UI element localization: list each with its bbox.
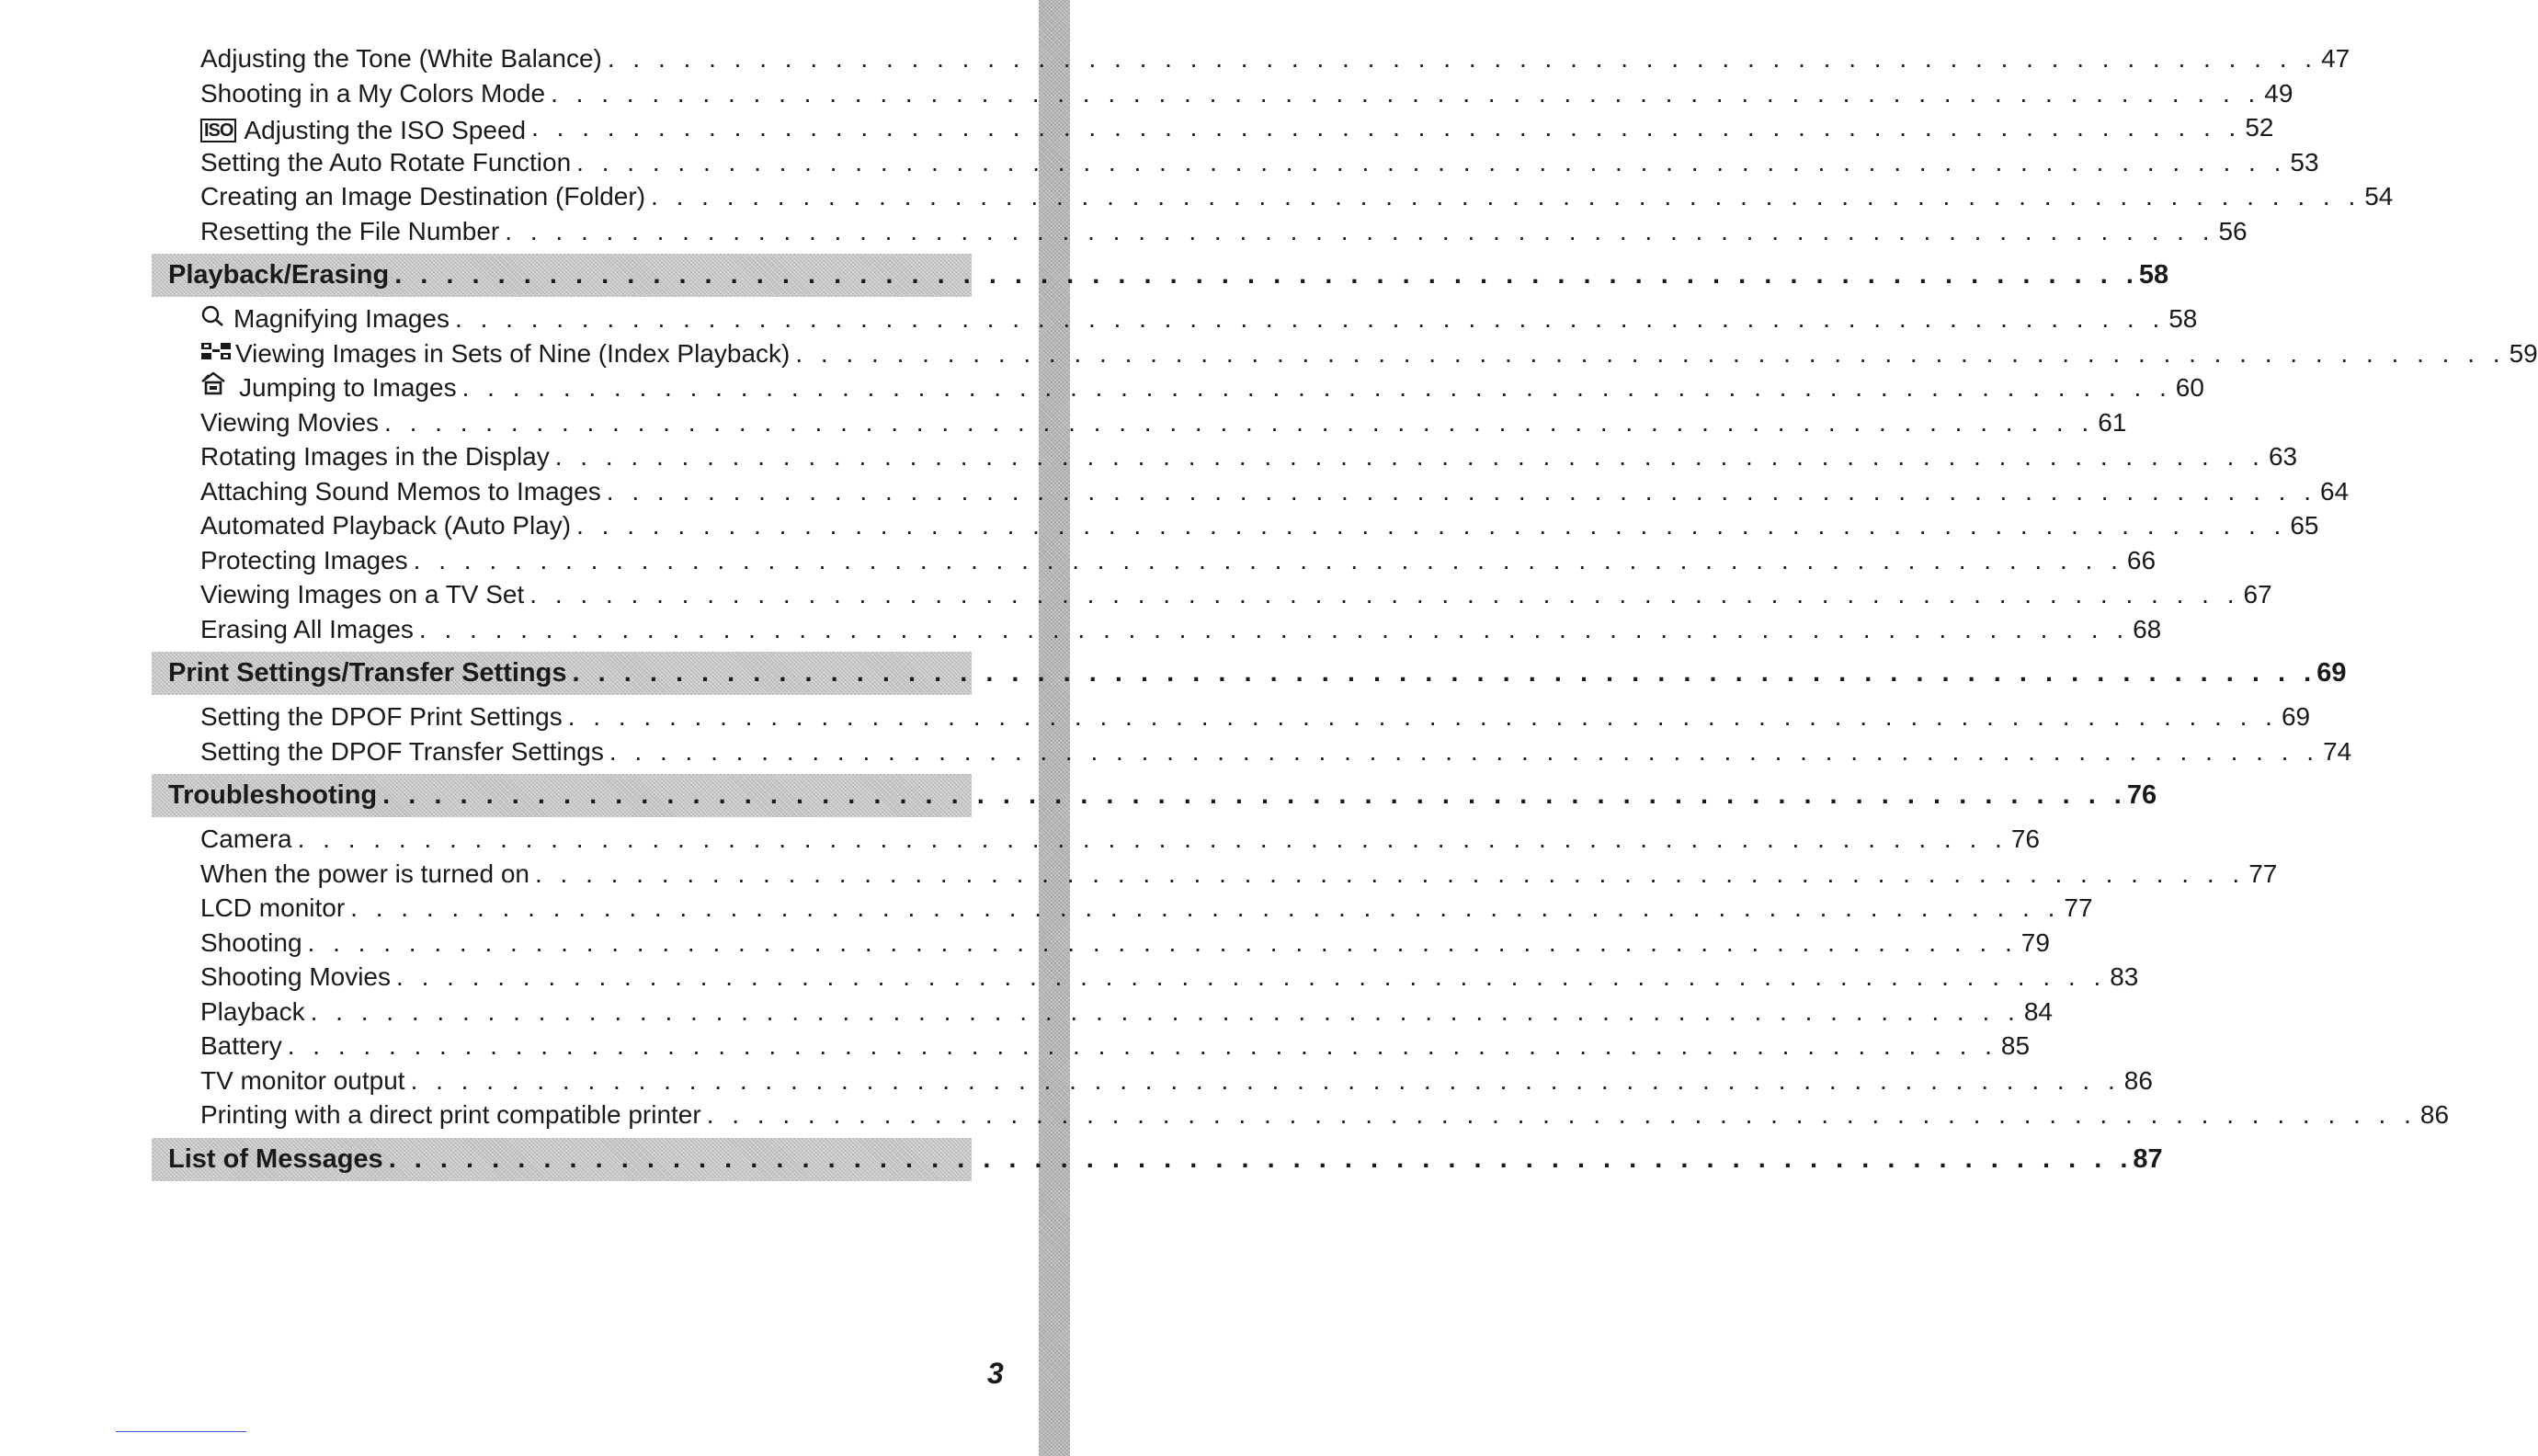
toc-entry-label: LCD monitor	[200, 893, 346, 922]
toc-entry-protecting[interactable]	[152, 543, 2157, 578]
toc-entry-page: 74	[2323, 736, 2352, 766]
toc-entry-shooting-movies[interactable]	[152, 960, 2139, 995]
toc-entry-direct-print[interactable]	[152, 1098, 2450, 1132]
jump-icon	[200, 370, 226, 405]
toc-entry-file-number[interactable]	[152, 214, 2248, 249]
dot-leader: . . . . . . . . . . . . . . . . . . . . . . . . . . . . . . . . . . . . . . . . . . . . . . . . . . . . . . . . . . . . . . . . . . . .	[706, 1100, 2417, 1129]
toc-section-print-transfer[interactable]	[152, 652, 2347, 695]
dot-leader: . . . . . . . . . . . . . . . . . . . . . . . . . . . . . . . . . . . . . . . . . . . . . . . . . . . . . . . . . . . . . . . . . . . .	[461, 373, 2172, 402]
toc-entry-dpof-print[interactable]	[152, 700, 2311, 734]
toc-entry-page: 53	[2290, 147, 2319, 176]
dot-leader: . . . . . . . . . . . . . . . . . . . . . . . . . . . . . . . . . . . . . . . . . . . . . . . . . . . . . . . . . . . . . . . . . . . .	[554, 442, 2265, 471]
toc-entry-page: 86	[2419, 1100, 2450, 1129]
dot-leader: . . . . . . . . . . . . . . . . . . . . . . . . . . . . . . . . . . . . . . . . . . . . . . . . . . . . . . . . . . . . . . . . . . . .	[607, 44, 2318, 73]
toc-entry-page: 85	[2000, 1031, 2031, 1060]
toc-entry-label: Viewing Images on a TV Set	[200, 580, 525, 609]
dot-leader: . . . . . . . . . . . . . . . . . . . . . . . . . . . . . . . . . . . . . . . . . . . . . . . . . . . . . . . . . . . . . . . . . . . .	[384, 407, 2095, 437]
dot-leader: . . . . . . . . . . . . . . . . . . . . . . . . . . . . . . . . . . . . . . . . . . . . . . . . . . . . . . . . . . . . . . . . . . . .	[576, 147, 2287, 176]
toc-section-troubleshooting[interactable]	[152, 774, 2157, 817]
section-label: List of Messages	[168, 1143, 383, 1174]
page-number: 3	[987, 1357, 1004, 1390]
dot-leader: . . . . . . . . . . . . . . . . . . . . . . . . . . . . . . . . . . . . . . . . . . . . . . . . . . . . . . . . . . . . . . . . . . . .	[382, 780, 2127, 810]
dot-leader: . . . . . . . . . . . . . . . . . . . . . . . . . . . . . . . . . . . . . . . . . . . . . . . . . . . . . . . . . . . . . . . . . . . .	[287, 1031, 1997, 1060]
dot-leader: . . . . . . . . . . . . . . . . . . . . . . . . . . . . . . . . . . . . . . . . . . . . . . . . . . . . . . . . . . . . . . . . . . . .	[609, 736, 2320, 766]
table-of-contents	[152, 41, 2538, 1186]
dot-leader: . . . . . . . . . . . . . . . . . . . . . . . . . . . . . . . . . . . . . . . . . . . . . . . . . . . . . . . . . . . . . . . . . . . .	[572, 658, 2317, 688]
toc-entry-label: Adjusting the Tone (White Balance)	[200, 44, 602, 73]
toc-entry-lcd-monitor[interactable]	[152, 891, 2093, 926]
toc-entry-label: Setting the Auto Rotate Function	[200, 147, 572, 176]
toc-entry-auto-play[interactable]	[152, 508, 2319, 543]
toc-entry-page: 63	[2268, 442, 2298, 471]
toc-entry-page: 58	[2168, 304, 2198, 333]
dot-leader: . . . . . . . . . . . . . . . . . . . . . . . . . . . . . . . . . . . . . . . . . . . . . . . . . . . . . . . . . . . . . . . . . . . .	[651, 182, 2362, 210]
toc-entry-label: Setting the DPOF Print Settings	[200, 702, 563, 731]
toc-entry-page: 56	[2218, 216, 2248, 245]
dot-leader: . . . . . . . . . . . . . . . . . . . . . . . . . . . . . . . . . . . . . . . . . . . . . . . . . . . . . . . . . . . . . . . . . . . .	[388, 1143, 2134, 1174]
toc-entry-tv-set[interactable]	[152, 577, 2272, 612]
toc-entry-page: 66	[2126, 545, 2157, 574]
toc-entry-camera[interactable]	[152, 822, 2040, 857]
toc-entry-white-balance[interactable]	[152, 41, 2350, 76]
toc-entry-page: 69	[2281, 702, 2311, 731]
dot-leader: . . . . . . . . . . . . . . . . . . . . . . . . . . . . . . . . . . . . . . . . . . . . . . . . . . . . . . . . . . . . . . . . . . . .	[396, 962, 2107, 991]
toc-section-playback-erasing[interactable]	[152, 254, 2169, 297]
index-playback-icon	[200, 336, 232, 371]
dot-leader: . . . . . . . . . . . . . . . . . . . . . . . . . . . . . . . . . . . . . . . . . . . . . . . . . . . . . . . . . . . . . . . . . . . .	[505, 216, 2215, 245]
dot-leader: . . . . . . . . . . . . . . . . . . . . . . . . . . . . . . . . . . . . . . . . . . . . . . . . . . . . . . . . . . . . . . . . . . . .	[795, 338, 2506, 368]
toc-section-list-of-messages[interactable]	[152, 1138, 2163, 1181]
toc-entry-label: Jumping to Images	[239, 373, 457, 402]
toc-entry-page: 60	[2175, 373, 2204, 402]
toc-entry-label: Setting the DPOF Transfer Settings	[200, 736, 604, 766]
section-label: Troubleshooting	[168, 780, 378, 810]
dot-leader: . . . . . . . . . . . . . . . . . . . . . . . . . . . . . . . . . . . . . . . . . . . . . . . . . . . . . . . . . . . . . . . . . . . .	[531, 113, 2242, 142]
toc-entry-label: Shooting	[200, 927, 302, 957]
toc-entry-page: 52	[2245, 113, 2274, 142]
toc-entry-label: Rotating Images in the Display	[200, 442, 550, 471]
toc-entry-page: 65	[2290, 511, 2319, 540]
toc-entry-page: 79	[2020, 927, 2050, 957]
toc-entry-label: Magnifying Images	[233, 304, 450, 333]
toc-entry-label: Attaching Sound Memos to Images	[200, 476, 601, 506]
toc-entry-playback[interactable]	[152, 995, 2053, 1029]
dot-leader: . . . . . . . . . . . . . . . . . . . . . . . . . . . . . . . . . . . . . . . . . . . . . . . . . . . . . . . . . . . . . . . . . . . .	[307, 927, 2018, 957]
dot-leader: . . . . . . . . . . . . . . . . . . . . . . . . . . . . . . . . . . . . . . . . . . . . . . . . . . . . . . . . . . . . . . . . . . . .	[413, 545, 2123, 574]
section-page: 87	[2133, 1143, 2163, 1174]
dot-leader: . . . . . . . . . . . . . . . . . . . . . . . . . . . . . . . . . . . . . . . . . . . . . . . . . . . . . . . . . . . . . . . . . . . .	[606, 476, 2317, 506]
section-label: Playback/Erasing	[168, 260, 390, 290]
toc-entry-label: Automated Playback (Auto Play)	[200, 511, 572, 540]
toc-entry-folder[interactable]	[152, 179, 2394, 214]
toc-entry-label: Erasing All Images	[200, 614, 414, 643]
toc-entry-label: Shooting Movies	[200, 962, 392, 991]
toc-entry-shooting[interactable]	[152, 926, 2050, 961]
toc-entry-label: Viewing Images in Sets of Nine (Index Playback)	[235, 338, 791, 368]
toc-entry-page: 76	[2010, 825, 2040, 853]
toc-entry-dpof-transfer[interactable]	[152, 734, 2352, 769]
dot-leader: . . . . . . . . . . . . . . . . . . . . . . . . . . . . . . . . . . . . . . . . . . . . . . . . . . . . . . . . . . . . . . . . . . . .	[529, 580, 2240, 609]
toc-entry-page: 54	[2364, 182, 2394, 210]
section-page: 76	[2126, 780, 2157, 810]
toc-entry-erasing-all[interactable]	[152, 612, 2162, 647]
toc-entry-page: 64	[2320, 476, 2350, 506]
dot-leader: . . . . . . . . . . . . . . . . . . . . . . . . . . . . . . . . . . . . . . . . . . . . . . . . . . . . . . . . . . . . . . . . . . . .	[410, 1065, 2121, 1095]
toc-entry-label: TV monitor output	[200, 1065, 405, 1095]
iso-icon: ISO	[200, 119, 236, 142]
dot-leader: . . . . . . . . . . . . . . . . . . . . . . . . . . . . . . . . . . . . . . . . . . . . . . . . . . . . . . . . . . . . . . . . . . . .	[534, 859, 2246, 888]
toc-entry-label: Adjusting the ISO Speed	[244, 116, 527, 145]
toc-entry-jump[interactable]	[152, 370, 2204, 405]
section-page: 69	[2316, 658, 2347, 688]
toc-entry-label: Shooting in a My Colors Mode	[200, 78, 546, 108]
toc-entry-label: Battery	[200, 1031, 282, 1060]
toc-entry-magnify[interactable]	[152, 301, 2198, 336]
footer-divider	[116, 1431, 246, 1432]
dot-leader: . . . . . . . . . . . . . . . . . . . . . . . . . . . . . . . . . . . . . . . . . . . . . . . . . . . . . . . . . . . . . . . . . . . .	[567, 702, 2278, 731]
dot-leader: . . . . . . . . . . . . . . . . . . . . . . . . . . . . . . . . . . . . . . . . . . . . . . . . . . . . . . . . . . . . . . . . . . . .	[576, 511, 2287, 540]
toc-entry-label: Playback	[200, 996, 305, 1026]
toc-entry-page: 68	[2133, 614, 2162, 643]
toc-entry-battery[interactable]	[152, 1029, 2031, 1064]
toc-entry-page: 61	[2098, 407, 2127, 437]
toc-entry-rotating[interactable]	[152, 439, 2298, 474]
toc-entry-label: Creating an Image Destination (Folder)	[200, 182, 646, 210]
toc-entry-power-on[interactable]	[152, 857, 2278, 892]
toc-entry-page: 59	[2509, 338, 2538, 368]
dot-leader: . . . . . . . . . . . . . . . . . . . . . . . . . . . . . . . . . . . . . . . . . . . . . . . . . . . . . . . . . . . . . . . . . . . .	[310, 996, 2020, 1026]
toc-entry-page: 86	[2123, 1065, 2153, 1095]
dot-leader: . . . . . . . . . . . . . . . . . . . . . . . . . . . . . . . . . . . . . . . . . . . . . . . . . . . . . . . . . . . . . . . . . . . .	[418, 614, 2130, 643]
toc-entry-index-playback[interactable]	[152, 336, 2538, 371]
dot-leader: . . . . . . . . . . . . . . . . . . . . . . . . . . . . . . . . . . . . . . . . . . . . . . . . . . . . . . . . . . . . . . . . . . . .	[394, 260, 2139, 290]
dot-leader: . . . . . . . . . . . . . . . . . . . . . . . . . . . . . . . . . . . . . . . . . . . . . . . . . . . . . . . . . . . . . . . . . . . .	[551, 78, 2261, 108]
magnify-icon	[200, 301, 226, 336]
section-label: Print Settings/Transfer Settings	[168, 658, 567, 688]
dot-leader: . . . . . . . . . . . . . . . . . . . . . . . . . . . . . . . . . . . . . . . . . . . . . . . . . . . . . . . . . . . . . . . . . . . .	[297, 825, 2008, 853]
toc-entry-label: Protecting Images	[200, 545, 408, 574]
toc-entry-my-colors[interactable]	[152, 76, 2293, 111]
toc-entry-page: 77	[2248, 859, 2278, 888]
toc-entry-page: 47	[2321, 44, 2350, 73]
toc-entry-page: 83	[2110, 962, 2139, 991]
toc-entry-page: 49	[2264, 78, 2293, 108]
toc-entry-label: Viewing Movies	[200, 407, 380, 437]
toc-entry-label: Printing with a direct print compatible printer	[200, 1100, 701, 1129]
section-page: 58	[2138, 260, 2169, 290]
toc-entry-movies[interactable]	[152, 405, 2127, 440]
toc-entry-label: Resetting the File Number	[200, 216, 500, 245]
toc-entry-auto-rotate[interactable]	[152, 145, 2319, 180]
toc-entry-label: Camera	[200, 825, 292, 853]
toc-entry-label: When the power is turned on	[200, 859, 529, 888]
toc-entry-sound-memos[interactable]	[152, 474, 2350, 509]
toc-entry-tv-output[interactable]	[152, 1064, 2153, 1098]
toc-entry-page: 77	[2064, 893, 2093, 922]
toc-entry-iso-speed[interactable]	[152, 110, 2274, 145]
toc-entry-page: 84	[2023, 996, 2053, 1026]
toc-entry-page: 67	[2243, 580, 2272, 609]
dot-leader: . . . . . . . . . . . . . . . . . . . . . . . . . . . . . . . . . . . . . . . . . . . . . . . . . . . . . . . . . . . . . . . . . . . .	[350, 893, 2061, 922]
dot-leader: . . . . . . . . . . . . . . . . . . . . . . . . . . . . . . . . . . . . . . . . . . . . . . . . . . . . . . . . . . . . . . . . . . . .	[455, 304, 2166, 333]
